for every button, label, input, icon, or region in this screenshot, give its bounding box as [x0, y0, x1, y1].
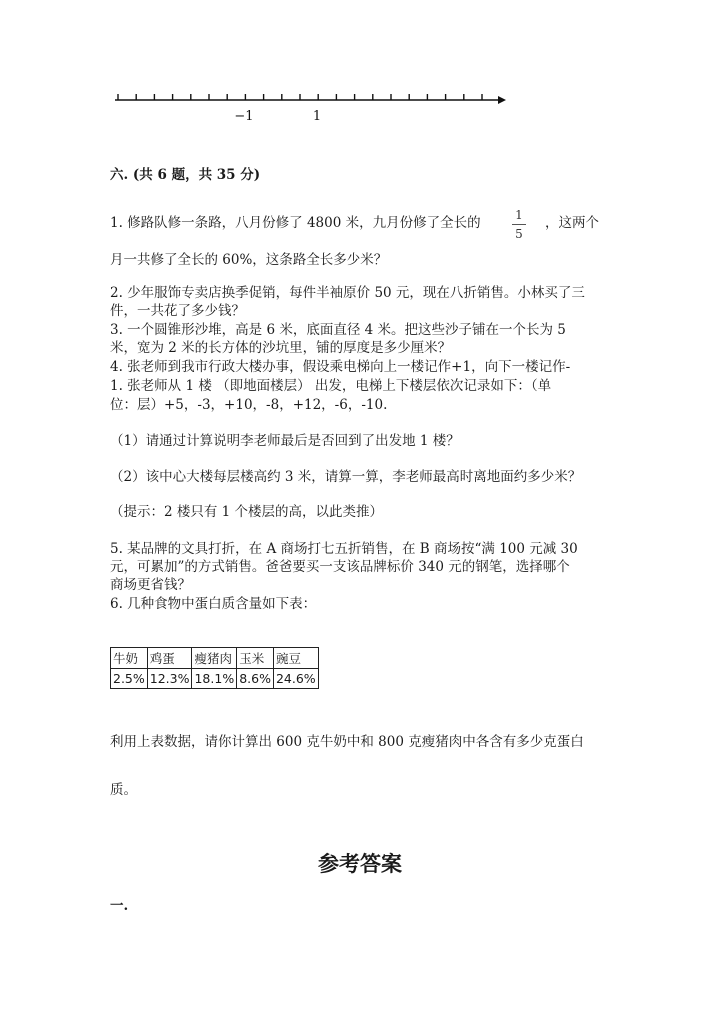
protein-table-header-row	[111, 648, 319, 669]
protein-table-header: 豌豆	[273, 648, 318, 669]
q3-line2: 米，宽为 2 米的长方体的沙坑里，铺的厚度是多少厘米？	[110, 340, 452, 356]
q4-hint: （提示：2 楼只有 1 个楼层的高，以此类推）	[110, 504, 384, 520]
q5-line3: 商场更省钱？	[110, 577, 191, 593]
q4-line2: 1. 张老师从 1 楼 （即地面楼层） 出发，电梯上下楼层依次记录如下：（单	[110, 378, 552, 394]
number-line-label-1: 1	[312, 109, 322, 124]
q1-fraction	[512, 208, 526, 241]
q1-fraction-bar	[512, 224, 526, 225]
q2-line1: 2. 少年服饰专卖店换季促销，每件半袖原价 50 元，现在八折销售。小林买了三	[110, 285, 585, 301]
q5-line1: 5. 某品牌的文具打折，在 A 商场打七五折销售，在 B 商场按“满 100 元减 30	[110, 541, 578, 557]
number-line-ticks	[118, 94, 482, 100]
answers-section-1: 一.	[110, 898, 129, 914]
q1-line1a: 1. 修路队修一条路，八月份修了 4800 米，九月份修了全长的	[110, 215, 481, 231]
q4-sub1: （1）请通过计算说明李老师最后是否回到了出发地 1 楼？	[110, 433, 460, 449]
protein-table-cell: 18.1%	[192, 669, 237, 689]
q1-line1b: ，这两个	[545, 215, 599, 231]
q6-line1: 6. 几种食物中蛋白质含量如下表：	[110, 596, 317, 612]
q1-fraction-denominator: 5	[515, 227, 523, 241]
q2-line2: 件，一共花了多少钱？	[110, 303, 245, 319]
protein-table-header: 鸡蛋	[147, 648, 192, 669]
protein-table-cell: 12.3%	[147, 669, 192, 689]
protein-table-header: 牛奶	[111, 648, 148, 669]
protein-table-cell: 8.6%	[237, 669, 274, 689]
q4-line3: 位：层）+5，-3，+10，-8，+12，-6，-10.	[110, 397, 388, 413]
q6-after1: 利用上表数据，请你计算出 600 克牛奶中和 800 克瘦猪肉中各含有多少克蛋白	[110, 734, 584, 750]
q5-line2: 元，可累加”的方式销售。爸爸要买一支该品牌标价 340 元的钢笔，选择哪个	[110, 559, 570, 575]
number-line	[110, 88, 510, 128]
number-line-label-neg1: −1	[234, 109, 254, 124]
q1-fraction-numerator: 1	[515, 208, 523, 222]
number-line-arrow	[498, 96, 506, 104]
protein-table-header: 瘦猪肉	[192, 648, 237, 669]
q4-sub2: （2）该中心大楼每层楼高约 3 米，请算一算，李老师最高时离地面约多少米？	[110, 469, 582, 485]
protein-table-cell: 2.5%	[111, 669, 148, 689]
answers-title: 参考答案	[318, 851, 402, 876]
q6-after2: 质。	[110, 782, 137, 798]
protein-table-value-row	[111, 669, 319, 689]
q1-line2: 月一共修了全长的 60%，这条路全长多少米？	[110, 252, 388, 268]
protein-table-header: 玉米	[237, 648, 274, 669]
protein-table-cell: 24.6%	[273, 669, 318, 689]
q4-line1: 4. 张老师到我市行政大楼办事，假设乘电梯向上一楼记作+1，向下一楼记作-	[110, 359, 571, 375]
section-6-heading: 六. (共 6 题，共 35 分)	[110, 167, 261, 183]
q3-line1: 3. 一个圆锥形沙堆，高是 6 米，底面直径 4 米。把这些沙子铺在一个长为 5	[110, 322, 566, 338]
protein-table	[110, 647, 319, 689]
